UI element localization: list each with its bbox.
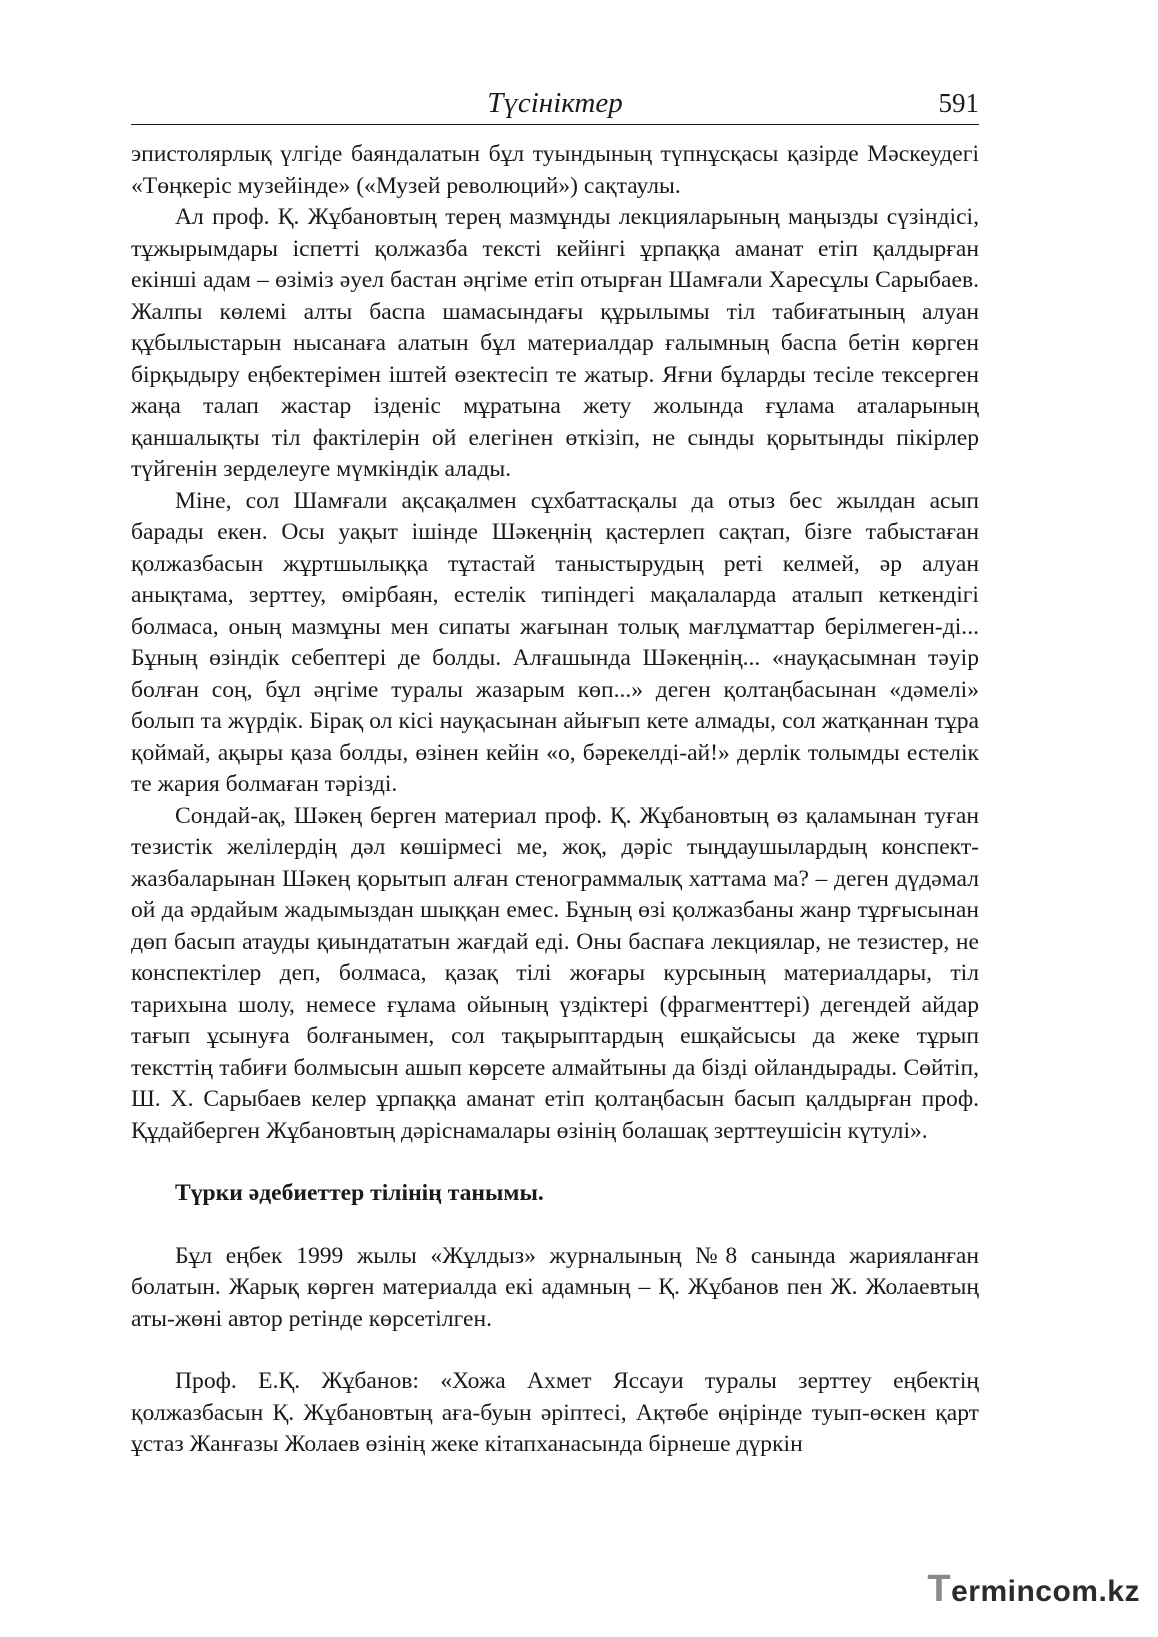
paragraph: Ал проф. Қ. Жұбановтың терең мазмұнды лекцияларының маңызды сүзіндісі, тұжырымдары іспетті қолжазба тексті кейінгі ұрпаққа аманат етіп қалдырған екінші адам – өзіміз әуел бастан әңгіме етіп отырған Шамғали Харесұлы Сарыбаев. Жалпы көлемі алты баспа шамасындағы құрылымы тіл табиғатының алуан құбылыстарын нысанаға алатын бұл материалдар ғалымның баспа бетін көрген бірқыдыру еңбектерімен іштей өзектесіп те жатыр. Яғни бұларды тесіле тексерген жаңа талап жастар ізденіс мұратына жету жолында ғұлама аталарының қаншалықты тіл фактілерін ой елегінен өткізіп, не сынды қорытынды пікірлер түйгенін зерделеуге мүмкіндік алады. xyxy=(131,204,979,482)
watermark-text: ermincom.kz xyxy=(951,1575,1140,1608)
page-number: 591 xyxy=(938,88,979,118)
paragraph: Сондай-ақ, Шәкең берген материал проф. Қ. Жұбановтың өз қаламынан туған тезистік желілердің дәл көшірмесі ме, жоқ, дәріс тыңдаушылардың конспект-жазбаларынан Шәкең қорытып алған стенограммалық хаттама ма? – деген дүдәмал ой да әрдайым жадымыздан шыққан емес. Бұның өзі қолжазбаны жанр тұрғысынан дөп басып атауды қиындататын жағдай еді. Оны баспаға лекциялар, не тезистер, не конспектілер деп, болмаса, қазақ тілі жоғары курсының материалдары, тіл тарихына шолу, немесе ғұлама ойының үздіктері (фрагменттері) дегендей айдар тағып ұсынуға болғанымен, сол тақырыптардың ешқайсысы да жеке тұрып тексттің табиғи болмысын ашып көрсете алмайтыны да бізді ойландырады. Сөйтіп, Ш. Х. Сарыбаев келер ұрпаққа аманат етіп қолтаңбасын басып қалдырған проф. Құдайберген Жұбановтың дәріснамалары өзінің болашақ зерттеушісін күтулі». xyxy=(131,802,979,1144)
body-text xyxy=(131,139,979,1461)
paragraph: Проф. Е.Қ. Жұбанов: «Хожа Ахмет Яссауи туралы зерттеу еңбектің қолжазбасын Қ. Жұбановтың аға-буын әріптесі, Ақтөбе өңірінде туып-өскен қарт ұстаз Жанғазы Жолаев өзінің жеке кітапханасында бірнеше дүркін xyxy=(131,1368,979,1457)
running-header xyxy=(131,84,979,125)
paragraph-continued: эпистолярлық үлгіде баяндалатын бұл туындының түпнұсқасы қазірде Мәскеудегі «Төңкеріс музейінде» («Музей революций») сақтаулы. xyxy=(131,141,979,199)
watermark-logo xyxy=(927,1568,1140,1611)
paragraph: Міне, сол Шамғали ақсақалмен сұхбаттасқалы да отыз бес жылдан асып барады екен. Осы уақыт ішінде Шәкеңнің қастерлеп сақтап, бізге табыстаған қолжазбасын жұртшылыққа тұтастай таныстырудың реті келмей, әр алуан анықтама, зерттеу, өмірбаян, естелік типіндегі мақалаларда аталып кеткендігі болмаса, оның мазмұны мен сипаты жағынан толық мағлұматтар берілмеген-ді... Бұның өзіндік себептері де болды. Алғашында Шәкеңнің... «науқасымнан тәуір болған соң, бұл әңгіме туралы жазарым көп...» деген қолтаңбасынан «дәмелі» болып та жүрдік. Бірақ ол кісі науқасынан айығып кете алмады, сол жатқаннан тұра қоймай, ақыры қаза болды, өзінен кейін «о, бәрекелді-ай!» дерлік толымды естелік те жария болмаған тәрізді. xyxy=(131,487,979,797)
section-heading: Түрки әдебиеттер тілінің танымы. xyxy=(175,1180,544,1206)
running-title: Түсініктер xyxy=(487,87,623,119)
paragraph: Бұл еңбек 1999 жылы «Жұлдыз» журналының №8 санында жарияланған болатын. Жарық көрген материалда екі адамның – Қ. Жұбанов пен Ж. Жолаевтың аты-жөні автор ретінде көрсетілген. xyxy=(131,1242,979,1332)
watermark-prefix: T xyxy=(927,1568,952,1610)
